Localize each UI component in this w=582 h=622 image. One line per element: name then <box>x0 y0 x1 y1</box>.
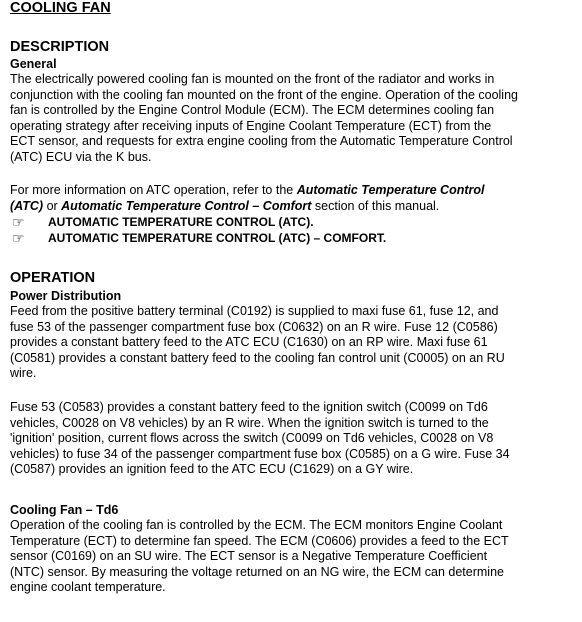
atc-section-link-cont[interactable]: (ATC) <box>10 198 44 213</box>
text-line: (C0581) provides a constant battery feed to the cooling fan control unit (C0005) on an RU <box>10 350 505 365</box>
power-distribution-paragraph-2 <box>10 400 570 478</box>
text-line: conjunction with the cooling fan mounted on the front of the engine. Operation of the cooling <box>10 87 518 102</box>
operation-heading: OPERATION <box>10 270 96 286</box>
inline-text: section of this manual. <box>311 198 440 213</box>
description-heading: DESCRIPTION <box>10 39 110 55</box>
atc-comfort-section-link[interactable]: Automatic Temperature Control – Comfort <box>61 198 312 213</box>
text-line: wire. <box>10 366 37 380</box>
text-line: Fuse 53 (C0583) provides a constant battery feed to the ignition switch (C0099 on Td6 <box>10 400 488 414</box>
reference-label: AUTOMATIC TEMPERATURE CONTROL (ATC). <box>48 215 314 229</box>
text-line: (NTC) sensor. By measuring the voltage returned on an NG wire, the ECM can determine <box>10 564 504 579</box>
text-line: Temperature (ECT) to determine fan speed. The ECM (C0606) provides a feed to the ECT <box>10 533 509 548</box>
cooling-fan-td6-subheading: Cooling Fan – Td6 <box>10 503 119 517</box>
atc-section-link[interactable]: Automatic Temperature Control <box>296 183 485 197</box>
inline-text: For more information on ATC operation, refer to the <box>10 183 297 197</box>
description-paragraph-2 <box>10 183 570 214</box>
text-line: Operation of the cooling fan is controlled by the ECM. The ECM monitors Engine Coolant <box>10 518 503 532</box>
text-line: operating strategy after receiving inputs of Engine Coolant Temperature (ECT) from the <box>10 118 492 133</box>
inline-text: or <box>43 198 62 213</box>
text-line: provides a constant battery feed to the ATC ECU (C1630) on an RP wire. Maxi fuse 61 <box>10 335 488 349</box>
reference-label: AUTOMATIC TEMPERATURE CONTROL (ATC) – COMFORT. <box>48 230 387 245</box>
text-line: fan is controlled by the Engine Control Module (ECM). The ECM determines cooling fan <box>10 103 495 117</box>
cooling-fan-td6-paragraph <box>10 518 570 596</box>
pointing-hand-icon: ☞ <box>12 229 25 246</box>
text-line: fuse 53 of the passenger compartment fuse box (C0632) on an R wire. Fuse 12 (C0586) <box>10 319 498 334</box>
reference-item-atc[interactable] <box>10 215 570 231</box>
text-line: vehicles) to fuse 34 of the passenger compartment fuse box (C0585) on a G wire. Fuse 34 <box>10 446 510 461</box>
text-line: Feed from the positive battery terminal (C0192) is supplied to maxi fuse 61, fuse 12, and <box>10 304 499 318</box>
text-line: 'ignition' position, current flows across the switch (C0099 on Td6 vehicles, C0028 on V8 <box>10 431 494 445</box>
text-line <box>10 183 570 199</box>
pointing-hand-icon: ☞ <box>12 214 25 231</box>
text-line: The electrically powered cooling fan is mounted on the front of the radiator and works in <box>10 72 495 86</box>
text-line: (ATC) ECU via the K bus. <box>10 149 152 164</box>
text-line: engine coolant temperature. <box>10 580 166 594</box>
general-subheading: General <box>10 57 57 71</box>
power-distribution-paragraph-1 <box>10 304 570 382</box>
reference-list <box>10 215 570 246</box>
page-title: COOLING FAN <box>10 0 111 16</box>
description-paragraph-1 <box>10 72 570 165</box>
power-distribution-subheading: Power Distribution <box>10 289 122 303</box>
text-line <box>10 199 570 215</box>
reference-item-atc-comfort[interactable] <box>10 231 570 247</box>
text-line: (C0587) provides an ignition feed to the ATC ECU (C1629) on a GY wire. <box>10 462 414 476</box>
text-line: ECT sensor, and requests for extra engine cooling from the Automatic Temperature Control <box>10 134 513 148</box>
text-line: sensor (C0169) on an SU wire. The ECT sensor is a Negative Temperature Coefficient <box>10 549 488 563</box>
text-line: vehicles, C0028 on V8 vehicles) by an R wire. When the ignition switch is turned to the <box>10 415 489 430</box>
